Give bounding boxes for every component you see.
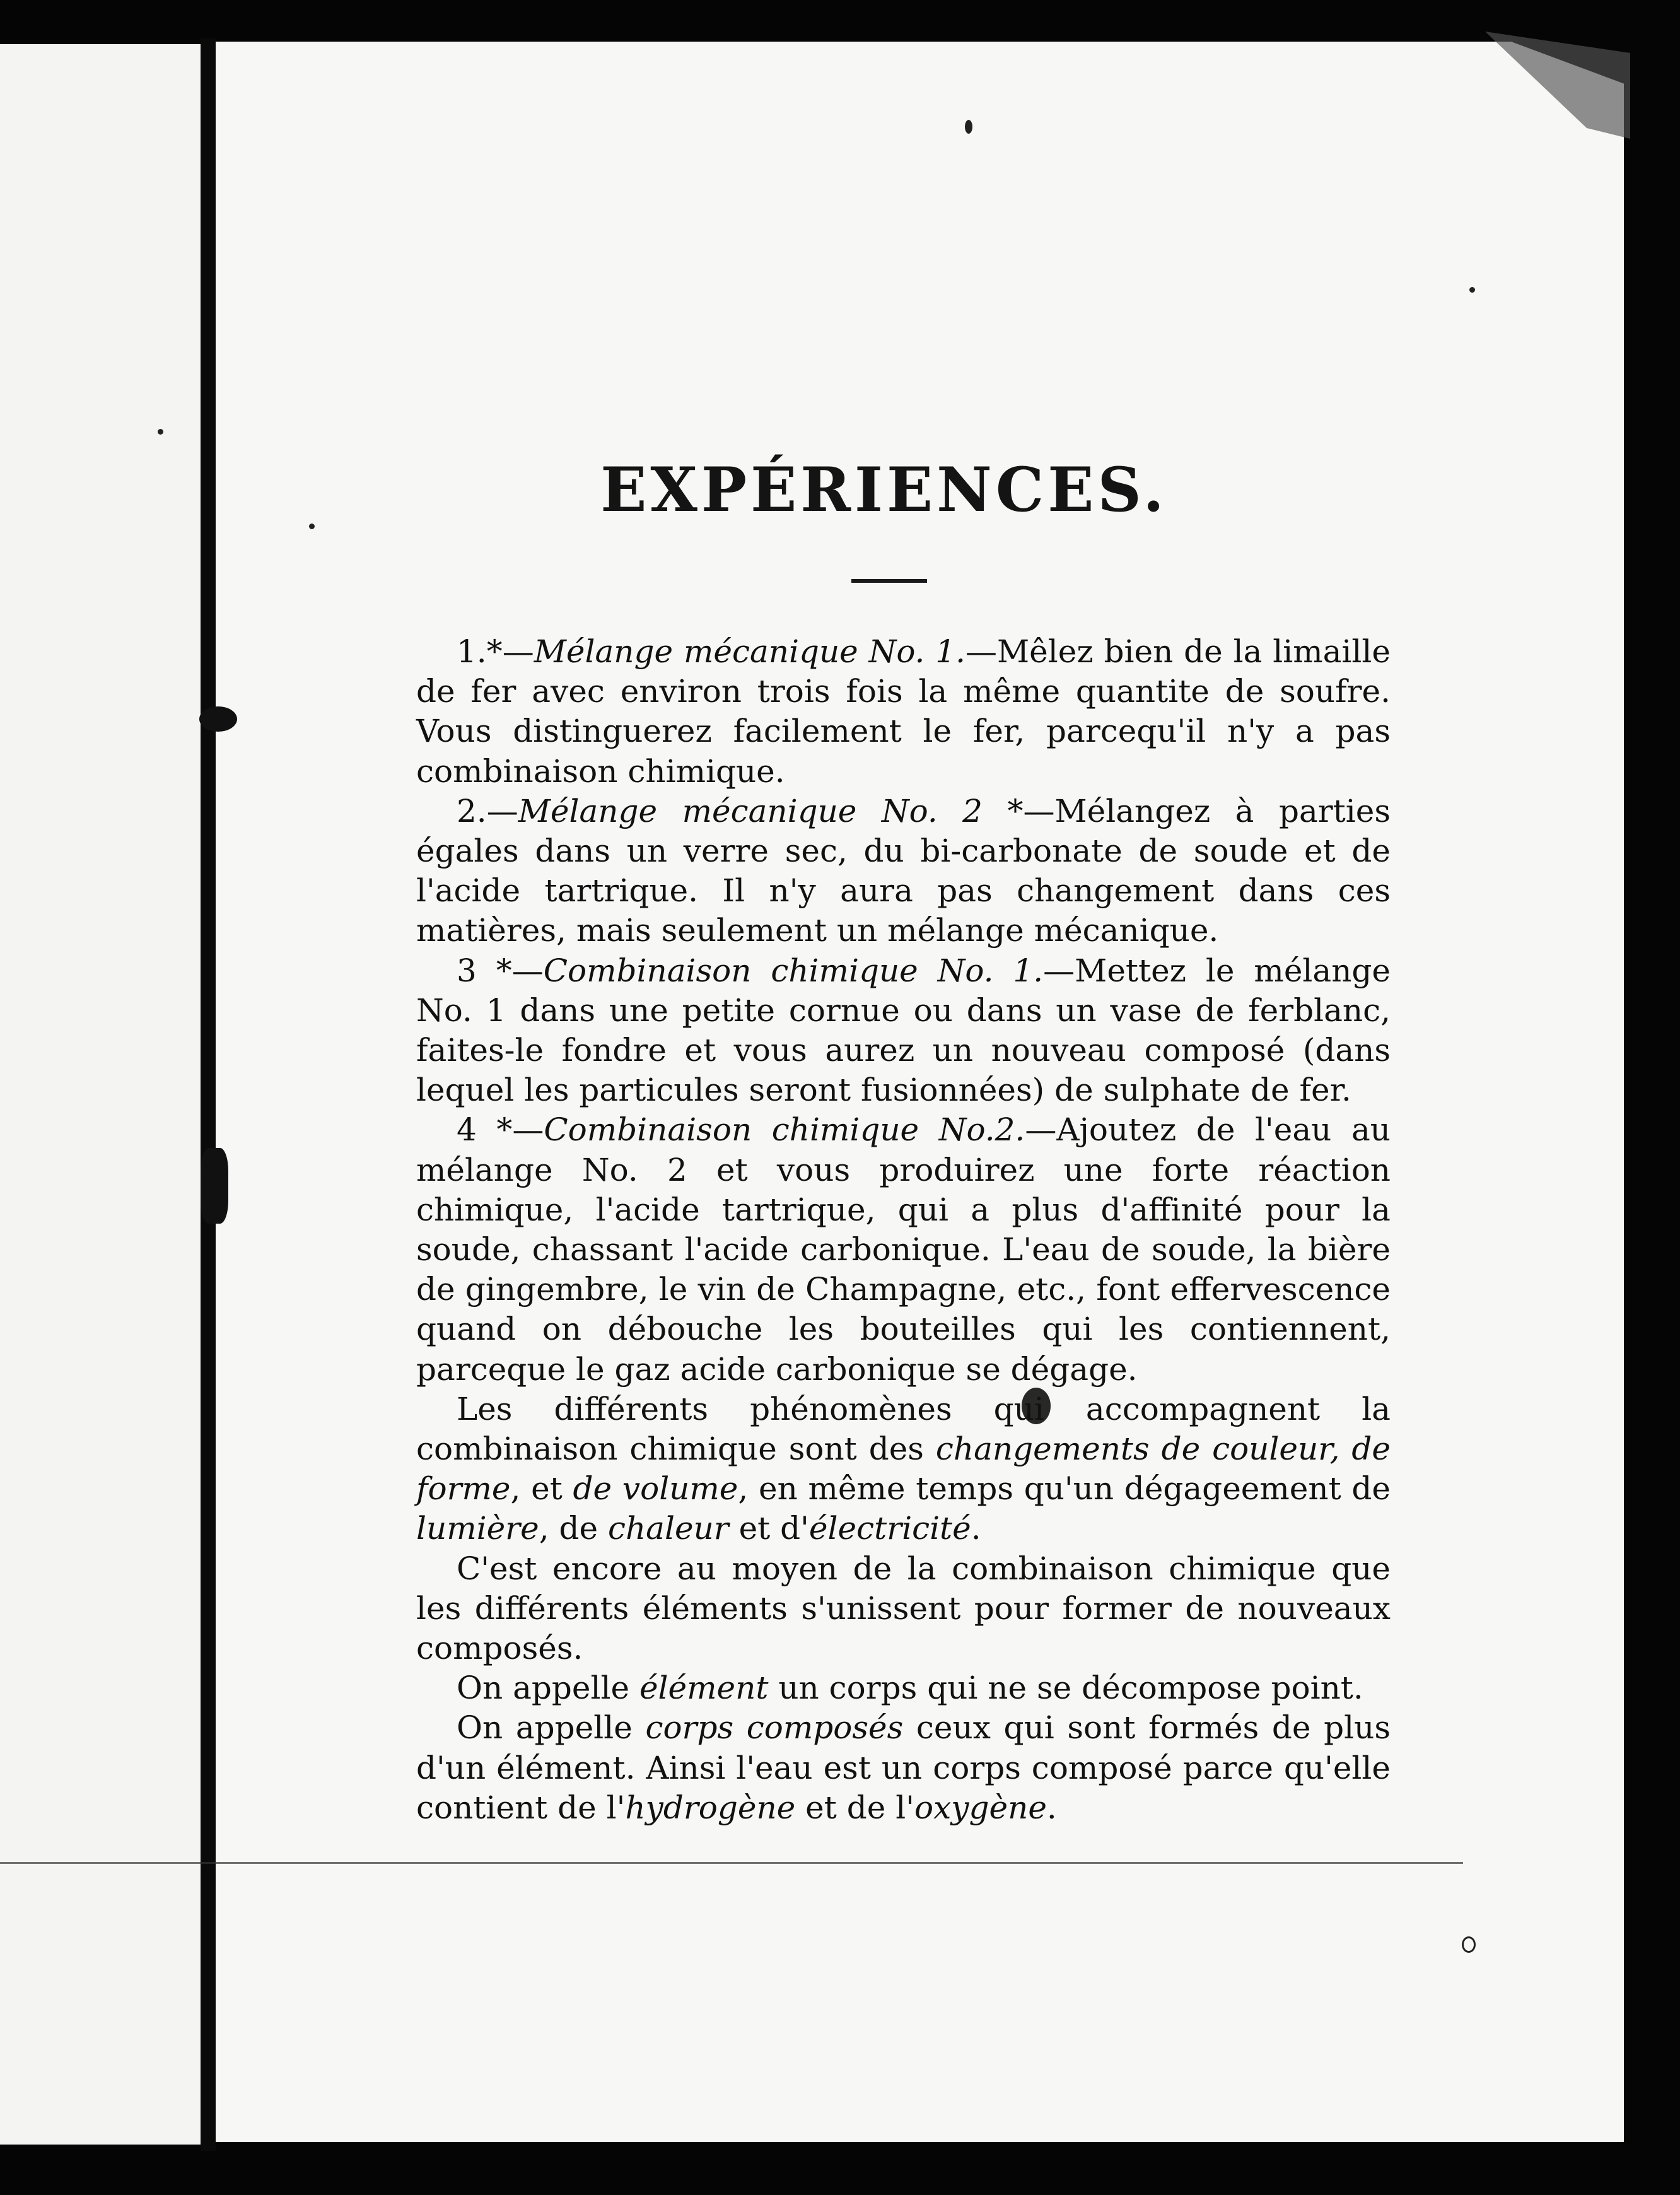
phenomena-paragraph [416,1390,1391,1549]
italic-run: changements de couleur, de forme [416,1431,1391,1507]
speck [1469,287,1475,293]
italic-run: électricité [808,1510,971,1547]
compose-definition [416,1708,1391,1828]
text-run: , en même temps qu'un dégageement de [738,1470,1391,1507]
experiment-1 [416,632,1391,792]
text-run: , de [539,1510,608,1547]
italic-run: corps composés [645,1709,904,1747]
text-run: et de l' [795,1789,914,1826]
speck [965,120,972,134]
speck [158,429,163,435]
experiment-heading: Combinaison chimique No. 1. [543,952,1044,989]
italic-run: oxygène [914,1789,1047,1826]
text-run: On appelle [457,1670,639,1707]
experiment-text: —Mettez le mélange No. 1 dans une petite cornue ou dans un vase de ferblanc, faites-le fondre et vous aurez un nouveau composé (dans lequel les particules seront fusionnées) de sulphate de fer. [416,952,1391,1109]
italic-run: de volume [573,1470,738,1507]
ink-blot [199,706,237,732]
italic-run: hydrogène [625,1789,796,1826]
page-title: EXPÉRIENCES. [600,454,1168,525]
experiment-number: 3 *— [457,952,544,989]
text-run: , et [510,1470,573,1507]
text-run: Les différents phénomènes qui accompagnent la combinaison chimique sont des [416,1390,1391,1468]
text-run: . [971,1510,981,1547]
facing-page-margin [0,44,201,2145]
experiment-text: —Mêlez bien de la limaille de fer avec environ trois fois la même quantite de soufre. Vous distinguerez facilement le fer, parcequ'il n'y a pas combinaison chimique. [416,633,1391,790]
experiment-number: 1.*— [457,633,534,670]
text-run: un corps qui ne se décompose point. [768,1670,1363,1707]
text-run: . [1046,1789,1057,1826]
combinaison-paragraph: C'est encore au moyen de la combinaison chimique que les différents éléments s'unissent pour former de nouveaux composés. [416,1550,1391,1667]
experiment-text: *—Mélangez à parties égales dans un verre sec, du bi-carbonate de soude et de l'acide tartrique. Il n'y aura pas changement dans ces matières, mais seulement un mélange mécanique. [416,792,1391,949]
experiment-heading: Mélange mécanique No. 1. [534,633,965,670]
experiment-number: 4 *— [457,1111,544,1149]
scan-artifact-line [0,1862,1463,1864]
body-text [416,632,1391,1828]
experiment-heading: Combinaison chimique No.2. [544,1111,1025,1149]
experiment-number: 2.— [457,792,518,829]
experiment-text: —Ajoutez de l'eau au mélange No. 2 et vous produirez une forte réaction chimique, l'acide tartrique, qui a plus d'affinité pour la soude, chassant l'acide carbonique. L'eau de soude, la bière de gingembre, le vin de Champagne, etc., font effervescence quand on débouche les bouteilles qui les contiennent, parceque le gaz acide carbonique se dégage. [416,1111,1391,1388]
text-run: et d' [728,1510,809,1547]
experiment-2 [416,792,1391,951]
page-gutter [201,38,216,2151]
title-rule [851,579,927,583]
italic-run: élément [639,1670,769,1707]
speck [1462,1936,1476,1953]
text-run: ceux qui sont formés de plus d'un élément. Ainsi l'eau est un corps composé parce qu'elle contient de l' [416,1709,1391,1826]
experiment-4 [416,1110,1391,1389]
italic-run: lumière [416,1510,539,1547]
italic-run: chaleur [607,1510,729,1547]
experiment-heading: Mélange mécanique No. 2 [518,792,983,829]
experiment-3 [416,951,1391,1111]
ink-blot [201,1148,228,1224]
text-run: On appelle [457,1709,646,1747]
element-definition [416,1668,1391,1708]
